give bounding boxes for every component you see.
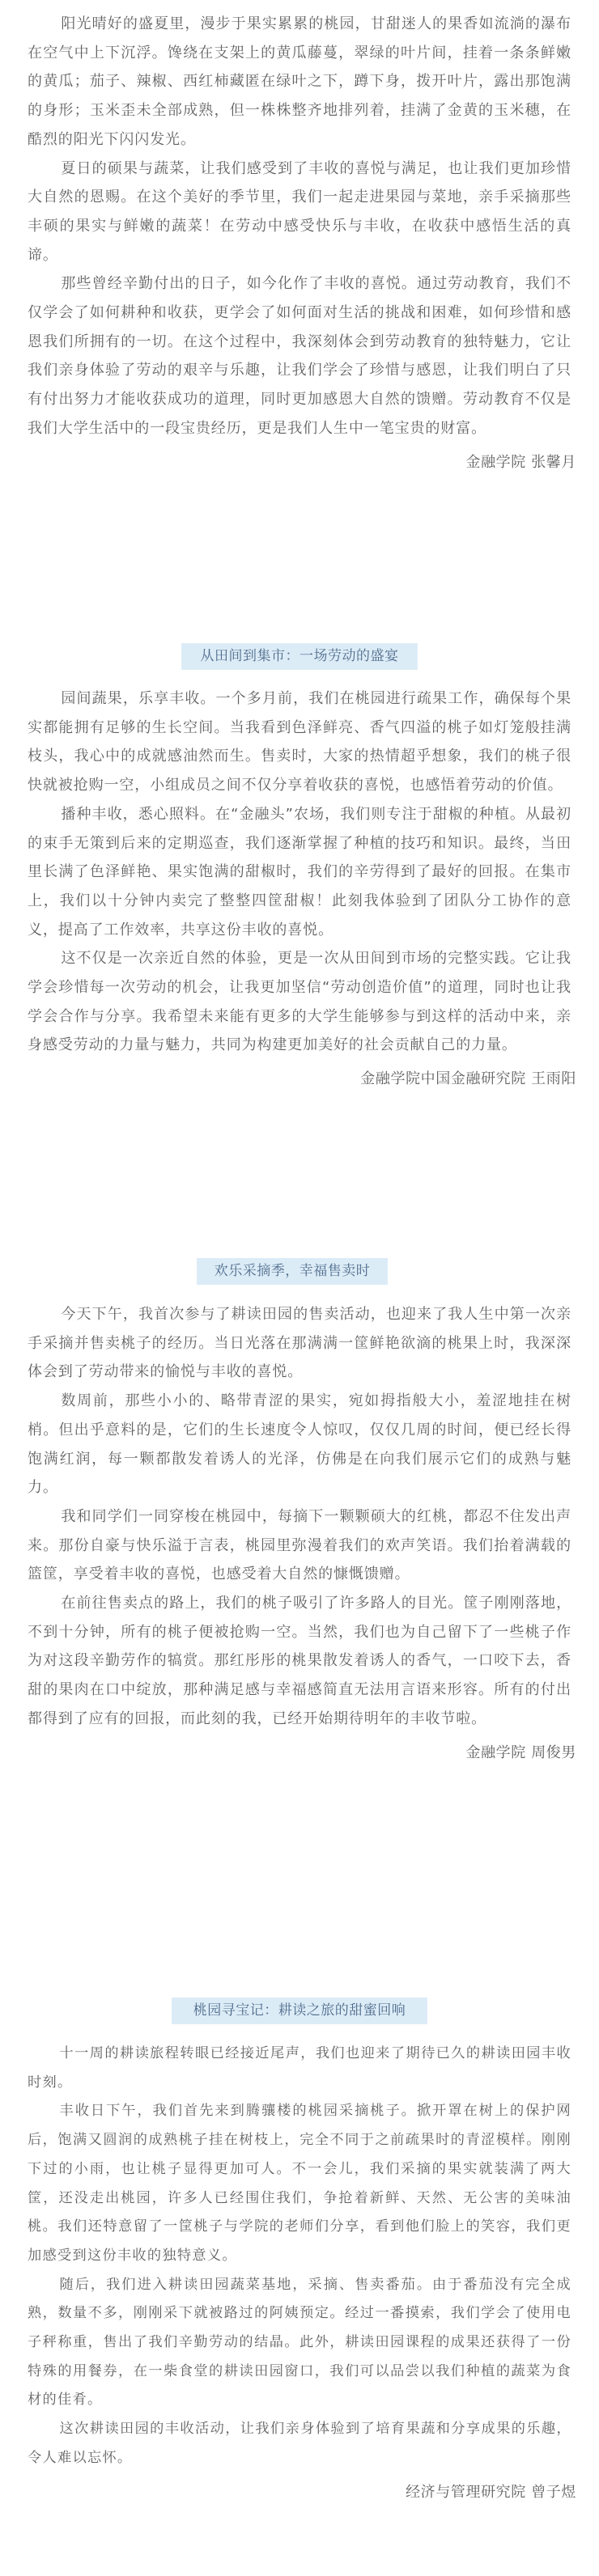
paragraph: 我和同学们一同穿梭在桃园中，每摘下一颗颗硕大的红桃，都忍不住发出声来。那份自豪与快乐溢于言表，桃园里弥漫着我们的欢声笑语。我们抬着满载的篮筐，享受着丰收的喜悦，也感受着大自然的慷慨馈赠。 (28, 1507, 571, 1583)
paragraph: 夏日的硕果与蔬菜，让我们感受到了丰收的喜悦与满足，也让我们更加珍惜大自然的恩赐。在这个美好的季节里，我们一起走进果园与菜地，亲手采摘那些丰硕的果实与鲜嫩的蔬菜！在劳动中感受快乐与丰收，在收获中感悟生活的真谛。 (28, 159, 571, 264)
paragraph: 那些曾经辛勤付出的日子，如今化作了丰收的喜悦。通过劳动教育，我们不仅学会了如何耕种和收获，更学会了如何面对生活的挑战和困难，如何珍惜和感恩我们所拥有的一切。在这个过程中，我深刻体会到劳动教育的独特魅力，它让我们亲身体验了劳动的艰辛与乐趣，让我们学会了珍惜与感恩，让我们明白了只有付出努力才能收获成功的道理，同时更加感恩大自然的馈赠。劳动教育不仅是我们大学生活中的一段宝贵经历，更是我们人生中一笔宝贵的财富。 (28, 275, 571, 437)
section-heading: 欢乐采摘季，幸福售卖时 (197, 1258, 388, 1285)
section-picking-season (0, 1300, 599, 1768)
paragraph: 随后，我们进入耕读田园蔬菜基地，采摘、售卖番茄。由于番茄没有完全成熟，数量不多，刚刚采下就被路过的阿姨预定。经过一番摸索，我们学会了使用电子秤称重，售出了我们辛勤劳动的结晶。此外，耕读田园课程的成果还获得了一份特殊的用餐券，在一柴食堂的耕读田园窗口，我们可以品尝以我们种植的蔬菜为食材的佳肴。 (28, 2276, 571, 2409)
paragraph: 这不仅是一次亲近自然的体验，更是一次从田间到市场的完整实践。它让我学会珍惜每一次劳动的机会，让我更加坚信“劳动创造价值”的道理，同时也让我学会合作与分享。我希望未来能有更多的大学生能够参与到这样的活动中来，亲身感受劳动的力量与魅力，共同为构建更加美好的社会贡献自己的力量。 (28, 950, 571, 1054)
author-signature: 金融学院 周俊男 (465, 1743, 576, 1761)
section-heading: 桃园寻宝记：耕读之旅的甜蜜回响 (172, 1998, 427, 2024)
paragraph: 阳光晴好的盛夏里，漫步于果实累累的桃园，甘甜迷人的果香如流淌的瀑布在空气中上下沉浮。馋绕在支架上的黄瓜藤蔓，翠绿的叶片间，挂着一条条鲜嫩的黄瓜；茄子、辣椒、西红柿藏匿在绿叶之下，蹲下身，拨开叶片，露出那饱满的身形；玉米歪未全部成熟，但一株株整齐地排列着，挂满了金黄的玉米穗，在酷烈的阳光下闪闪发光。 (28, 15, 571, 148)
author-signature: 经济与管理研究院 曾子煜 (406, 2483, 576, 2501)
paragraph: 园间蔬果，乐享丰收。一个多月前，我们在桃园进行疏果工作，确保每个果实都能拥有足够的生长空间。当我看到色泽鲜亮、香气四溢的桃子如灯笼般挂满枝头，我心中的成就感油然而生。售卖时，大家的热情超乎想象，我们的桃子很快就被抢购一空，小组成员之间不仅分享着收获的喜悦，也感悟着劳动的价值。 (28, 690, 571, 794)
section-summer-harvest (0, 10, 599, 477)
section-field-to-market (0, 684, 599, 1094)
paragraph: 在前往售卖点的路上，我们的桃子吸引了许多路人的目光。筐子刚刚落地，不到十分钟，所有的桃子便被抢购一空。当然，我们也为自己留下了一些桃子作为对这段辛勤劳作的犒赏。那红彤彤的桃果散发着诱人的香气，一口咬下去，香甜的果肉在口中绽放，那种满足感与幸福感简直无法用言语来形容。所有的付出都得到了应有的回报，而此刻的我，已经开始期待明年的丰收节啦。 (28, 1595, 571, 1727)
paragraph: 十一周的耕读旅程转眼已经接近尾声，我们也迎来了期待已久的耕读田园丰收时刻。 (28, 2045, 571, 2091)
paragraph: 播种丰收，悉心照料。在“金融头”农场，我们则专注于甜椒的种植。从最初的束手无策到后来的定期巡查，我们逐渐掌握了种植的技巧和知识。最终，当田里长满了色泽鲜艳、果实饱满的甜椒时，我们的辛劳得到了最好的回报。在集市上，我们以十分钟内卖完了整整四筐甜椒！此刻我体验到了团队分工协作的意义，提高了工作效率，共享这份丰收的喜悦。 (28, 805, 571, 938)
paragraph: 这次耕读田园的丰收活动，让我们亲身体验到了培育果蔬和分享成果的乐趣，令人难以忘怀。 (28, 2421, 571, 2466)
section-peach-garden (0, 2040, 599, 2507)
paragraph: 丰收日下午，我们首先来到腾骧楼的桃园采摘桃子。掀开罩在树上的保护网后，饱满又圆润的成熟桃子挂在树枝上，完全不同于之前疏果时的青涩模样。刚刚下过的小雨，也让桃子显得更加可人。不一会儿，我们采摘的果实就装满了两大筐，还没走出桃园，许多人已经围住我们，争抢着新鲜、天然、无公害的美味油桃。我们还特意留了一筐桃子与学院的老师们分享，看到他们脸上的笑容，我们更加感受到这份丰收的独特意义。 (28, 2103, 571, 2264)
section-heading: 从田间到集市：一场劳动的盛宴 (181, 643, 418, 670)
paragraph: 数周前，那些小小的、略带青涩的果实，宛如拇指般大小，羞涩地挂在树梢。但出乎意料的是，它们的生长速度令人惊叹，仅仅几周的时间，便已经长得饱满红润，每一颗都散发着诱人的光泽，仿佛是在向我们展示它们的成熟与魅力。 (28, 1392, 571, 1497)
paragraph: 今天下午，我首次参与了耕读田园的售卖活动，也迎来了我人生中第一次亲手采摘并售卖桃子的经历。当日光落在那满满一筐鲜艳欲滴的桃果上时，我深深体会到了劳动带来的愉悦与丰收的喜悦。 (28, 1306, 571, 1381)
author-signature: 金融学院 张馨月 (465, 453, 576, 471)
author-signature: 金融学院中国金融研究院 王雨阳 (360, 1070, 576, 1088)
